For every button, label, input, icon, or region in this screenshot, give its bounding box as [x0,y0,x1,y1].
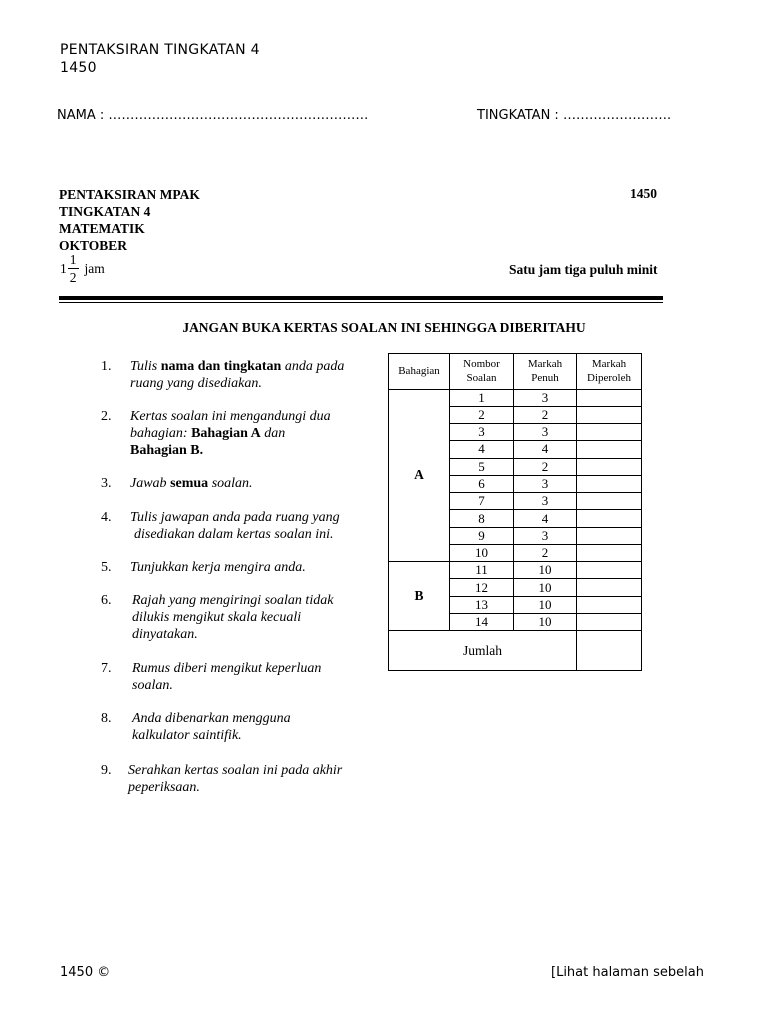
question-number-cell: 7 [450,493,514,510]
instruction-line: ruang yang disediakan. [130,376,262,391]
duration-unit: jam [84,260,105,276]
footer-next-page: [Lihat halaman sebelah [551,965,704,980]
full-marks-cell: 3 [514,475,577,492]
exam-title: PENTAKSIRAN MPAK [59,187,200,202]
instruction-line: Jawab semua soalan. [130,476,253,491]
question-number-cell: 4 [450,441,514,458]
divider-thick [59,296,663,300]
instruction-line: soalan. [132,678,173,693]
exam-form: TINGKATAN 4 [59,204,151,219]
question-number-cell: 1 [450,389,514,406]
full-marks-cell: 2 [514,458,577,475]
question-number-cell: 11 [450,562,514,579]
obtained-marks-cell [577,389,642,406]
obtained-marks-cell [577,406,642,423]
instruction-line: Tulis nama dan tingkatan anda pada [130,359,345,374]
footer-code: 1450 © [60,965,111,980]
section-label: B [389,562,450,631]
obtained-marks-cell [577,475,642,492]
exam-subject: MATEMATIK [59,221,145,236]
marks-table [388,353,642,671]
full-marks-cell: 10 [514,579,577,596]
exam-info [59,186,200,254]
table-header-cell: Bahagian [389,354,450,390]
table-header-cell: Markah Diperoleh [577,354,642,390]
obtained-marks-cell [577,441,642,458]
obtained-marks-cell [577,596,642,613]
question-number-cell: 14 [450,614,514,631]
section-label: A [389,389,450,562]
total-label: Jumlah [389,631,577,671]
duration-whole: 1 [60,260,67,276]
question-number-cell: 9 [450,527,514,544]
instruction-line: Bahagian B. [130,443,204,458]
obtained-marks-cell [577,579,642,596]
question-number-cell: 13 [450,596,514,613]
obtained-marks-cell [577,493,642,510]
name-field-label: NAMA : …………………………………………………… [57,108,369,123]
exam-month: OKTOBER [59,238,128,253]
full-marks-cell: 10 [514,614,577,631]
header-code: 1450 [60,60,97,76]
fraction [68,251,79,286]
question-number-cell: 10 [450,544,514,561]
total-value-cell [577,631,642,671]
instruction-number: 7. [101,661,112,676]
table-row [389,562,642,579]
question-number-cell: 6 [450,475,514,492]
obtained-marks-cell [577,544,642,561]
instruction-number: 9. [101,763,112,778]
question-number-cell: 3 [450,424,514,441]
instruction-line: Serahkan kertas soalan ini pada akhir [128,763,343,778]
question-number-cell: 2 [450,406,514,423]
instruction-number: 5. [101,560,112,575]
instruction-line: peperiksaan. [128,780,200,795]
question-number-cell: 12 [450,579,514,596]
class-field-label: TINGKATAN : ……………………. [477,108,672,123]
full-marks-cell: 3 [514,389,577,406]
full-marks-cell: 4 [514,510,577,527]
instruction-line: dinyatakan. [132,627,198,642]
instruction-line: Tulis jawapan anda pada ruang yang [130,510,340,525]
duration-words: Satu jam tiga puluh minit [509,262,658,277]
instruction-line: disediakan dalam kertas soalan ini. [134,527,334,542]
warning-text: JANGAN BUKA KERTAS SOALAN INI SEHINGGA DIBERITAHU [182,320,586,335]
obtained-marks-cell [577,562,642,579]
fraction-numerator: 1 [69,252,77,267]
table-header-cell: Nombor Soalan [450,354,514,390]
instruction-number: 8. [101,711,112,726]
question-number-cell: 8 [450,510,514,527]
paper-code: 1450 [630,186,657,201]
instruction-line: Rumus diberi mengikut keperluan [132,661,322,676]
obtained-marks-cell [577,458,642,475]
fraction-denominator: 2 [69,270,77,285]
instruction-line: Anda dibenarkan mengguna [132,711,291,726]
instruction-line: kalkulator saintifik. [132,728,242,743]
obtained-marks-cell [577,527,642,544]
obtained-marks-cell [577,424,642,441]
table-header-cell: Markah Penuh [514,354,577,390]
instruction-number: 1. [101,359,112,374]
full-marks-cell: 4 [514,441,577,458]
question-number-cell: 5 [450,458,514,475]
obtained-marks-cell [577,510,642,527]
instruction-line: dilukis mengikut skala kecuali [132,610,302,625]
instruction-number: 6. [101,593,112,608]
instruction-line: Kertas soalan ini mengandungi dua [130,409,331,424]
full-marks-cell: 3 [514,493,577,510]
full-marks-cell: 3 [514,527,577,544]
full-marks-cell: 3 [514,424,577,441]
instruction-number: 3. [101,476,112,491]
instruction-number: 2. [101,409,112,424]
obtained-marks-cell [577,614,642,631]
divider-thin [59,302,663,303]
full-marks-cell: 2 [514,544,577,561]
full-marks-cell: 10 [514,596,577,613]
instruction-line: Rajah yang mengiringi soalan tidak [132,593,334,608]
full-marks-cell: 10 [514,562,577,579]
instruction-line: Tunjukkan kerja mengira anda. [130,560,306,575]
full-marks-cell: 2 [514,406,577,423]
table-row [389,389,642,406]
header-title: PENTAKSIRAN TINGKATAN 4 [60,42,260,58]
instruction-number: 4. [101,510,112,525]
duration-fraction [60,251,105,286]
instruction-line: bahagian: Bahagian A dan [130,426,286,441]
